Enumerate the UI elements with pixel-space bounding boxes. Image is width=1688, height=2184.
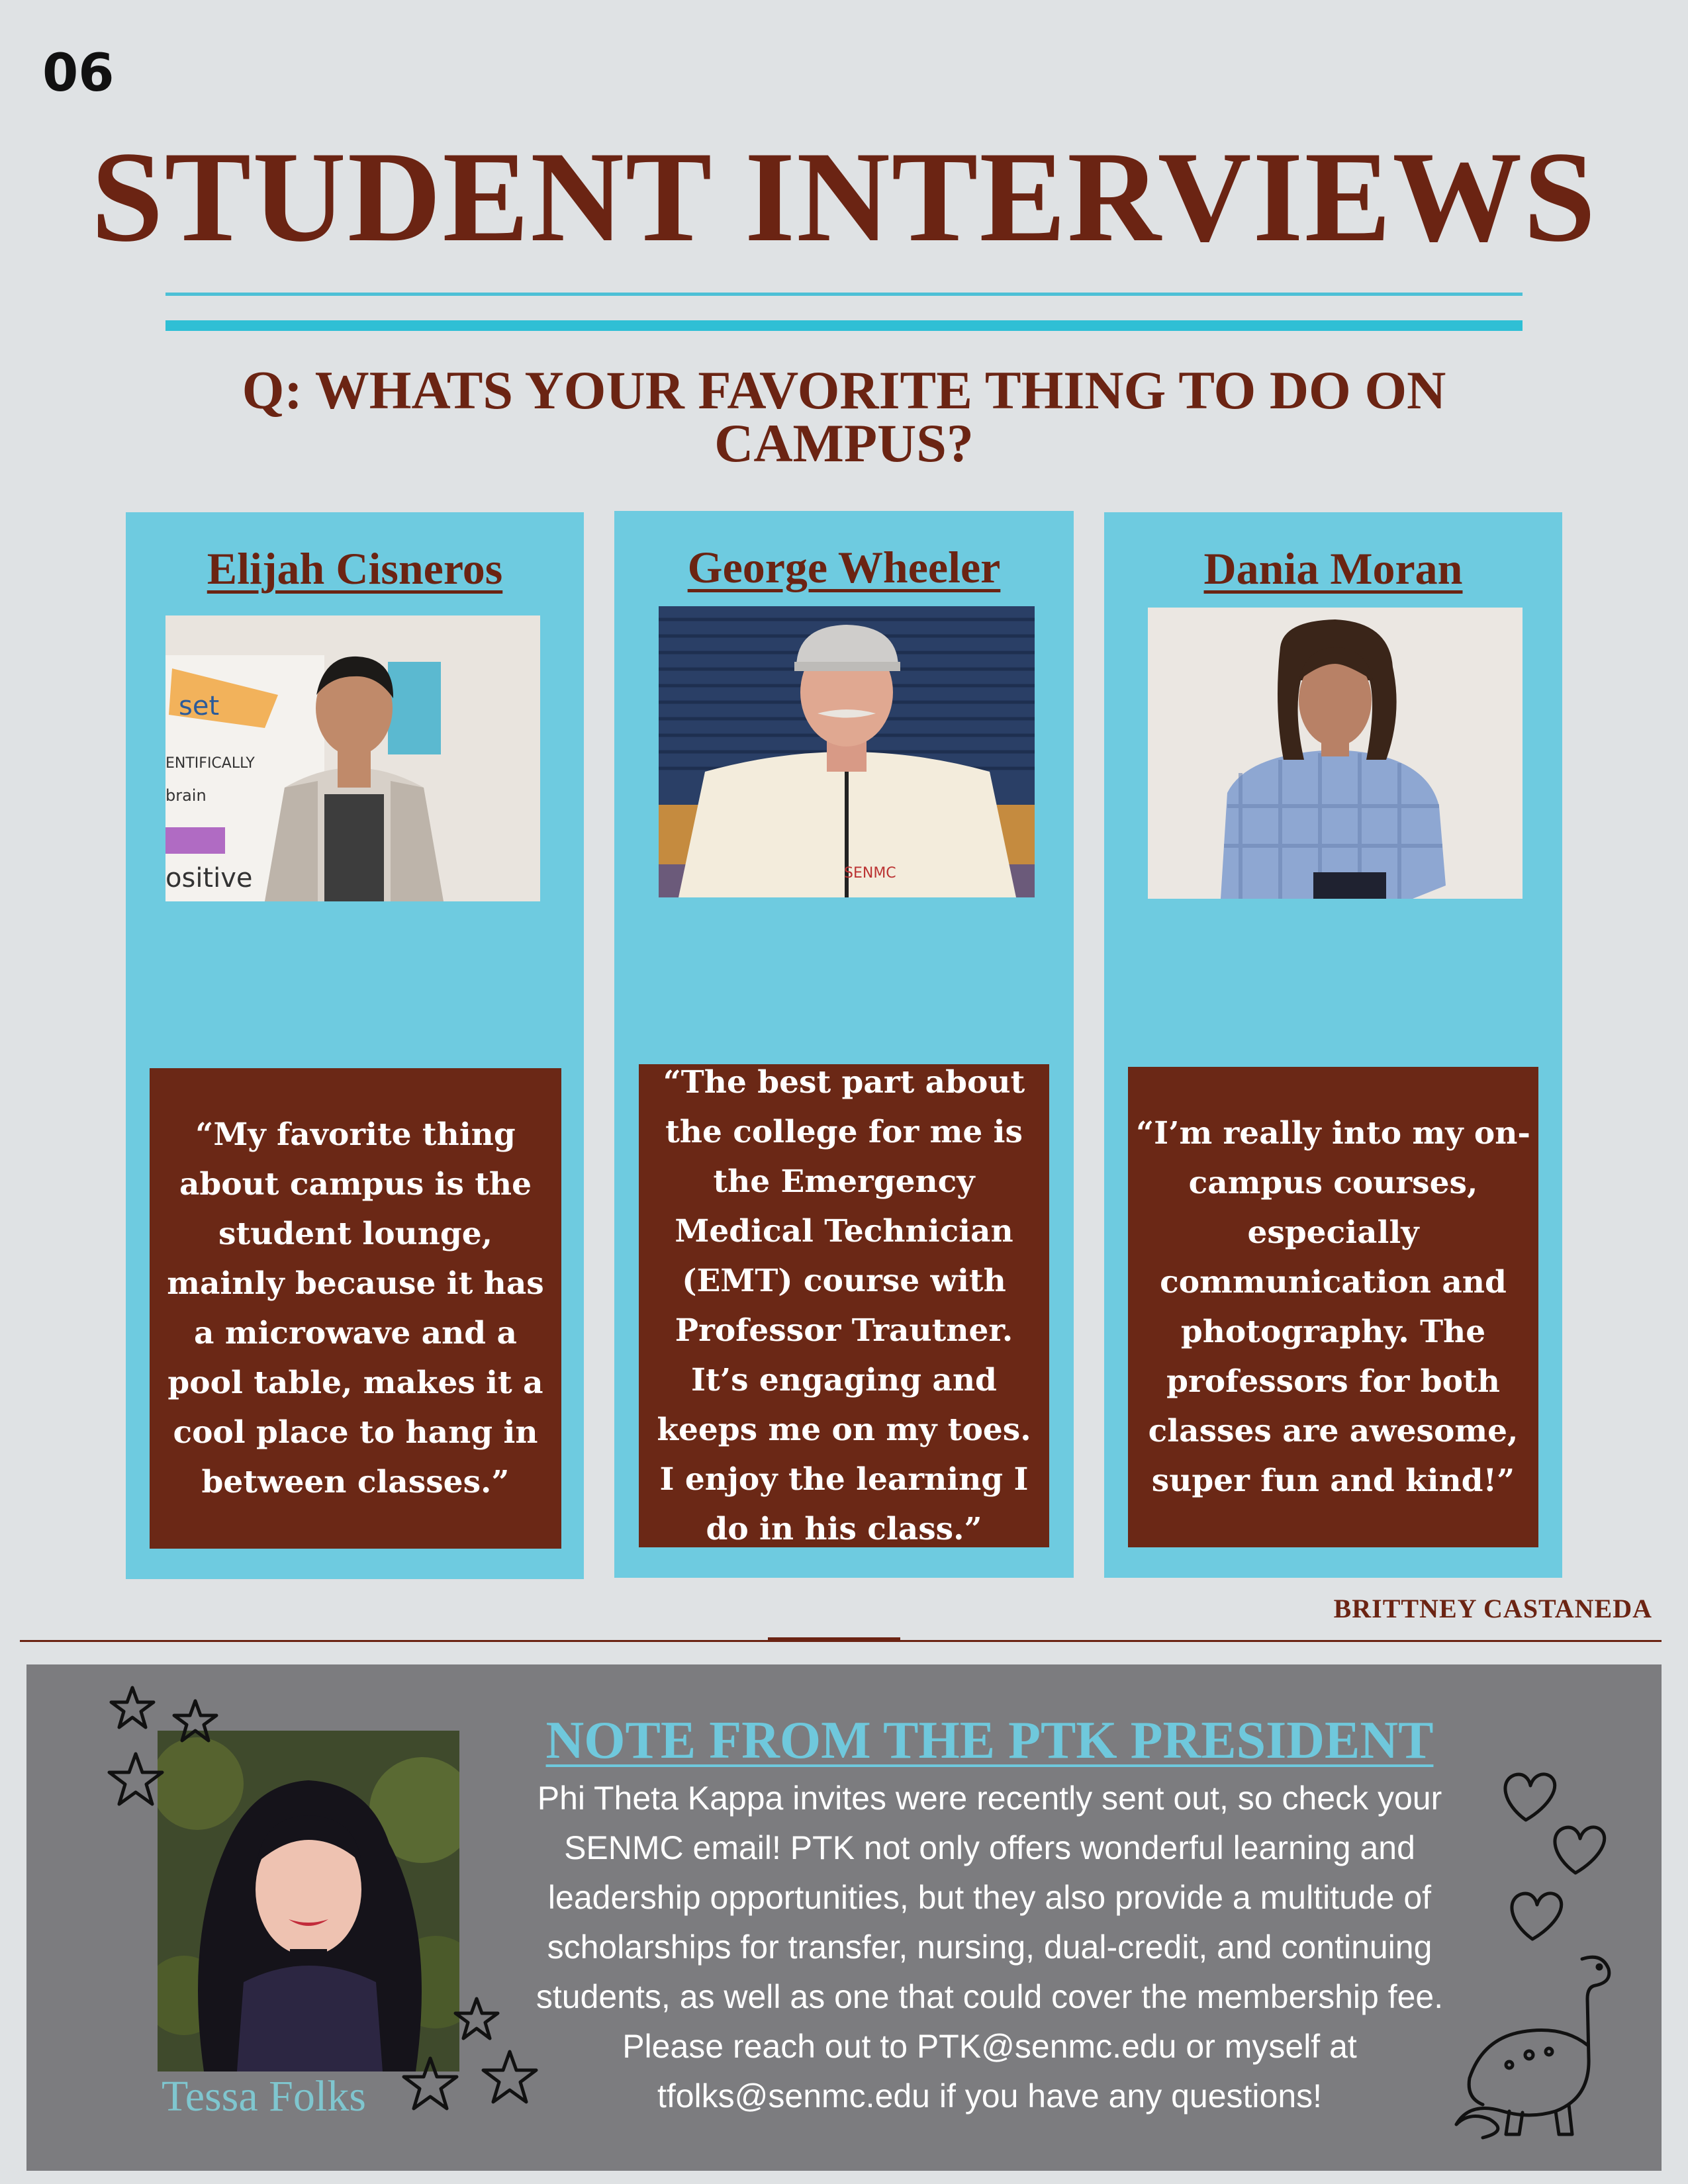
svg-text:brain: brain	[165, 786, 207, 805]
heart-doodle-icon	[1496, 1767, 1622, 1959]
star-doodle-icon	[106, 1681, 252, 1833]
interviewee-name: Elijah Cisneros	[207, 543, 503, 594]
interview-card-dania	[1104, 512, 1562, 1578]
dinosaur-doodle-icon	[1430, 1946, 1628, 2144]
svg-text:ositive: ositive	[165, 863, 253, 893]
star-doodle-icon	[384, 1992, 556, 2124]
title-rule-thick	[165, 320, 1523, 331]
section-divider	[20, 1640, 1662, 1642]
interview-card-george	[614, 511, 1074, 1578]
note-title: NOTE FROM THE PTK PRESIDENT	[545, 1711, 1434, 1770]
interview-question: Q: WHATS YOUR FAVORITE THING TO DO ON CAMPUS?	[242, 360, 1446, 473]
interview-quote-box: “My favorite thing about campus is the student lounge, mainly because it has a microwave and a pool table, makes it a cool place to hang in between classes.”	[150, 1068, 561, 1549]
svg-text:ENTIFICALLY: ENTIFICALLY	[165, 755, 255, 772]
page-title: STUDENT INTERVIEWS	[91, 125, 1597, 269]
svg-text:SENMC: SENMC	[844, 865, 896, 882]
svg-text:set: set	[179, 691, 220, 721]
president-name: Tessa Folks	[162, 2072, 366, 2120]
interviewee-name: Dania Moran	[1203, 543, 1463, 594]
author-byline: BRITTNEY CASTANEDA	[1333, 1594, 1652, 1623]
interviewee-photo	[1148, 608, 1523, 899]
page-number: 06	[42, 44, 115, 103]
interview-quote-box: “I’m really into my on-campus courses, especially communication and photography. The professors for both classes are awesome, super fun and kind!”	[1128, 1067, 1538, 1547]
interviewee-photo	[165, 615, 540, 901]
interview-quote-box: “The best part about the college for me is the Emergency Medical Technician (EMT) course with Professor Trautner. It’s engaging and keeps me on my toes. I enjoy the learning I do in his class.”	[639, 1064, 1049, 1547]
section-divider-accent	[768, 1637, 900, 1640]
interviewee-photo	[659, 606, 1035, 897]
title-rule-thin	[165, 293, 1523, 296]
interviewee-name: George Wheeler	[687, 542, 1001, 592]
interview-card-elijah	[126, 512, 584, 1579]
note-body: Phi Theta Kappa invites were recently sent out, so check your SENMC email! PTK not only offers wonderful learning and leadership opportunities, but they also provide a multitude of scholarships for transfer, nursing, dual-credit, and continuing students, as well as one that could cover the membership fee. Please reach out to PTK@senmc.edu or myself at tfolks@senmc.edu if you have any questions!	[536, 1780, 1444, 2115]
